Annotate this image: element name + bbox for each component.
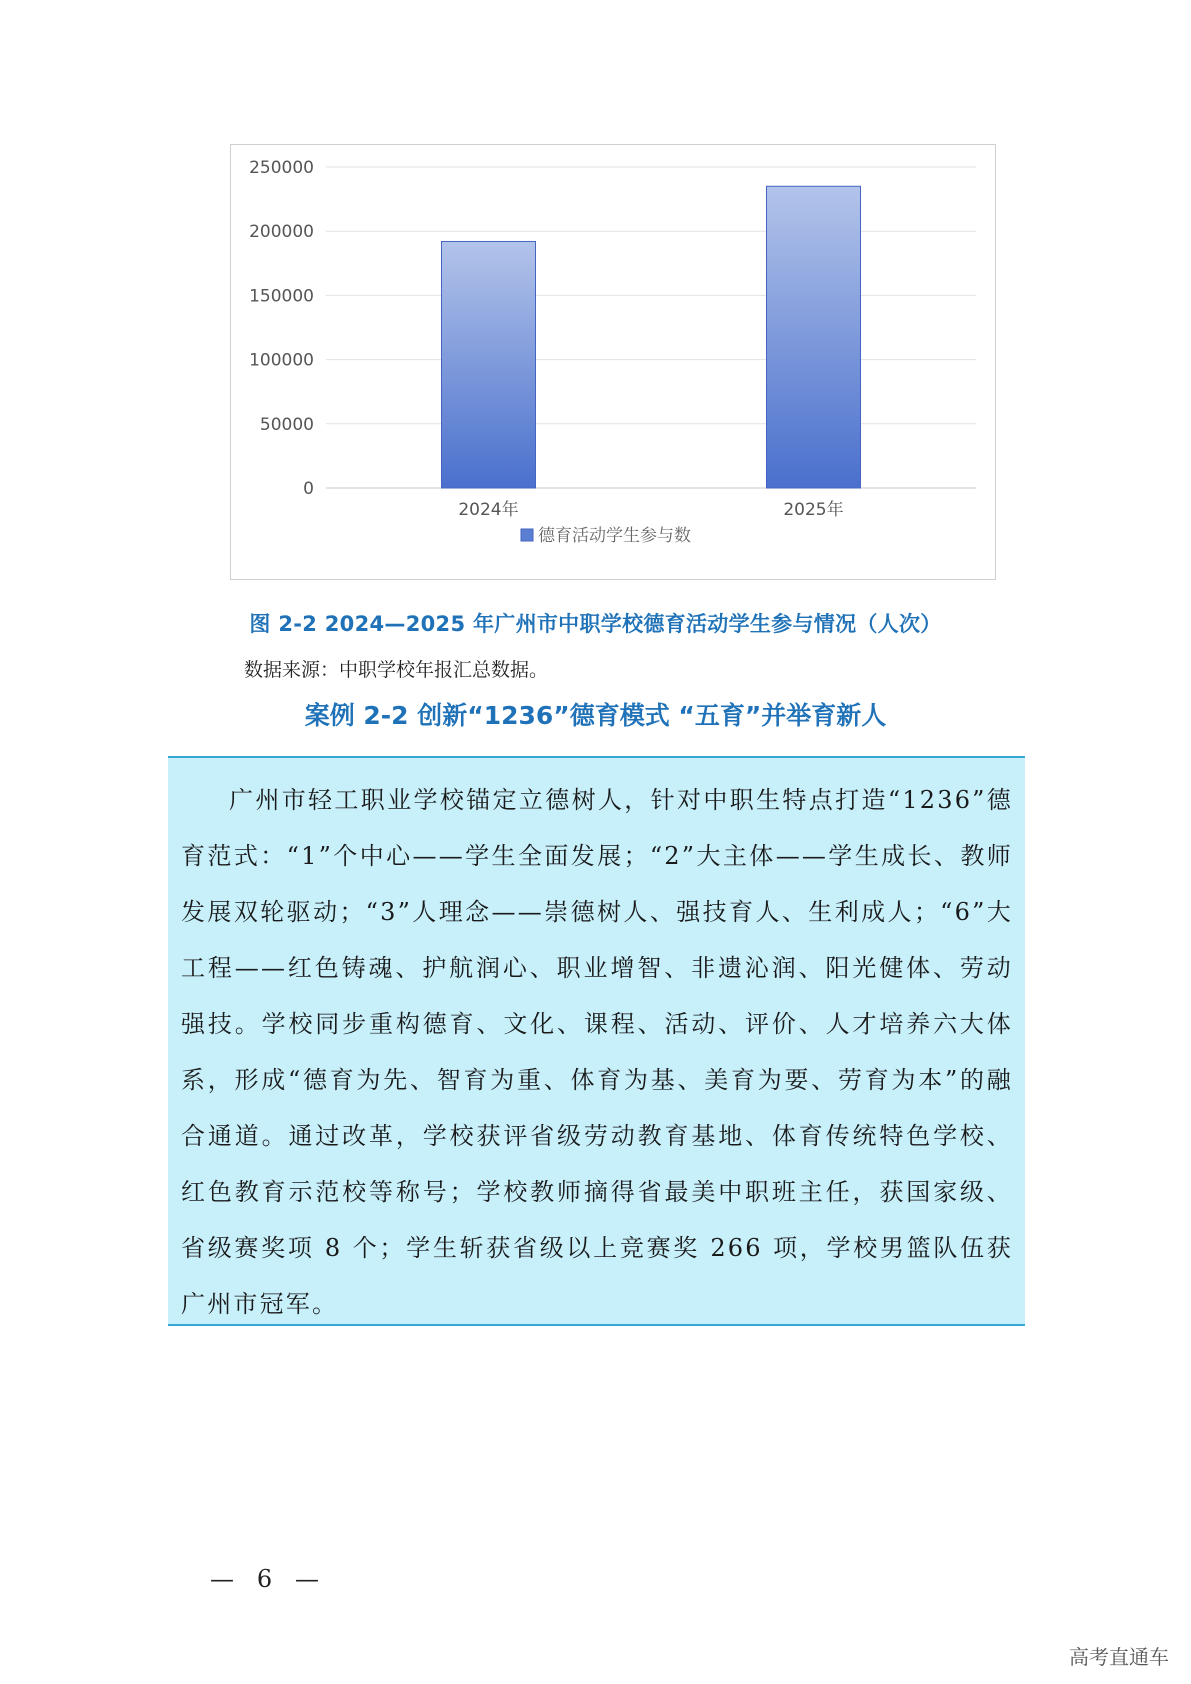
y-tick-label: 100000 <box>249 350 314 371</box>
bar-chart <box>230 144 996 580</box>
bar <box>442 241 536 488</box>
y-tick-label: 150000 <box>249 286 314 307</box>
page-number: — 6 — <box>210 1565 320 1593</box>
bar <box>767 186 861 488</box>
case-title: 案例 2-2 创新“1236”德育模式 “五育”并举育新人 <box>304 701 887 730</box>
case-box <box>168 756 1025 1326</box>
x-tick-label: 2024年 <box>458 500 519 520</box>
chart-svg <box>231 145 997 581</box>
y-tick-label: 0 <box>303 479 314 499</box>
x-tick-label: 2025年 <box>783 500 844 520</box>
y-tick-label: 250000 <box>249 158 314 178</box>
watermark: 高考直通车 <box>1069 1645 1169 1669</box>
legend-swatch <box>521 529 533 541</box>
data-source-note: 数据来源：中职学校年报汇总数据。 <box>244 659 549 681</box>
figure-caption: 图 2-2 2024—2025 年广州市中职学校德育活动学生参与情况（人次） <box>249 612 942 636</box>
y-tick-label: 200000 <box>249 222 314 243</box>
y-tick-label: 50000 <box>259 414 314 435</box>
legend-label: 德育活动学生参与数 <box>538 526 691 546</box>
case-body: 广州市轻工职业学校锚定立德树人，针对中职生特点打造“1236”德育范式：“1”个中心——学生全面发展；“2”大主体——学生成长、教师发展双轮驱动；“3”人理念——崇德树人、强技育人、生利成人；“6”大工程——红色铸魂、护航润心、职业增智、非遗沁润、阳光健体、劳动强技。学校同步重构德育、文化、课程、活动、评价、人才培养六大体系，形成“德育为先、智育为重、体育为基、美育为要、劳育为本”的融合通道。通过改革，学校获评省级劳动教育基地、体育传统特色学校、红色教育示范校等称号；学校教师摘得省最美中职班主任，获国家级、省级赛奖项 8 个；学生斩获省级以上竞赛奖 266 项，学校男篮队伍获广州市冠军。 <box>181 786 1013 1318</box>
